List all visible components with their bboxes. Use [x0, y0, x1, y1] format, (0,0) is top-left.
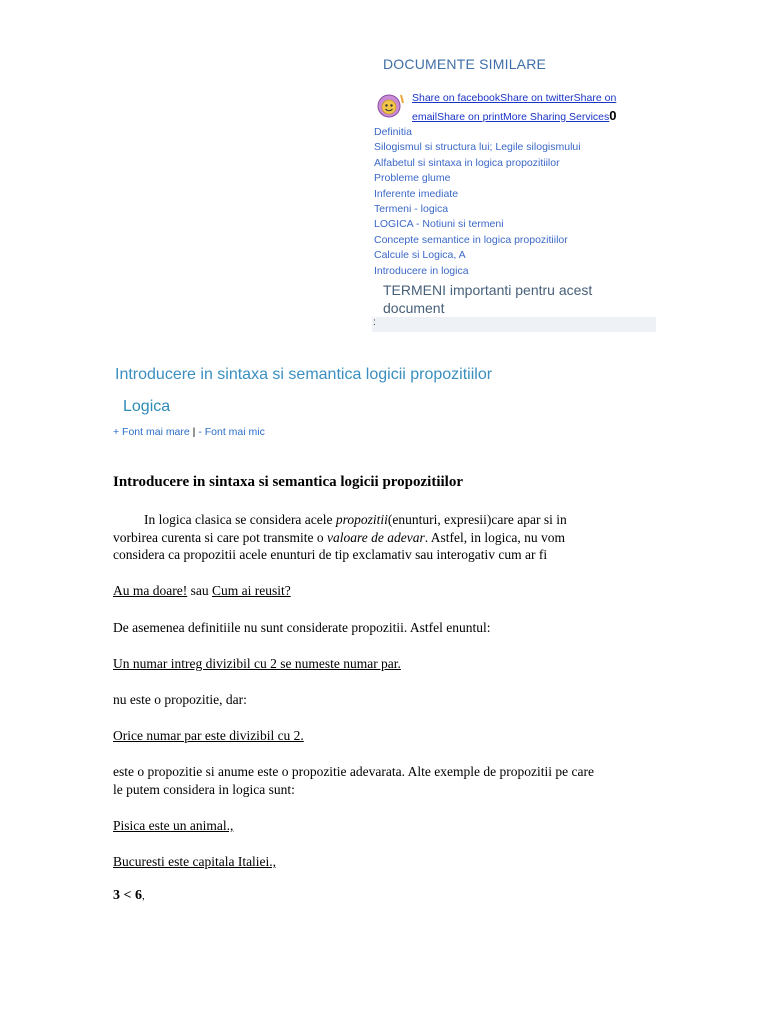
font-bigger-link[interactable]: + Font mai mare: [113, 426, 190, 438]
font-smaller-link[interactable]: - Font mai mic: [198, 426, 265, 438]
related-documents-list: [374, 125, 581, 279]
not-proposition-text: nu este o propozitie, dar:: [113, 692, 247, 707]
example-pisica: Pisica este un animal.,: [113, 818, 234, 833]
font-controls-separator: |: [189, 426, 199, 438]
share-count: 0: [609, 108, 617, 123]
related-link-logica-notiuni[interactable]: LOGICA - Notiuni si termeni: [374, 218, 504, 231]
related-link-alfabetul[interactable]: Alfabetul si sintaxa in logica propozitiilor: [374, 156, 560, 169]
related-link-probleme-glume[interactable]: Probleme glume: [374, 172, 451, 185]
share-icon[interactable]: [375, 92, 407, 118]
intro-line-3: considera ca propozitii acele enunturi de tip exclamativ sau interogativ cum ar fi: [113, 547, 548, 562]
definitions-paragraph: De asemenea definitiile nu sunt considerate propozitii. Astfel enuntul:: [113, 620, 491, 635]
font-size-controls: [113, 426, 265, 438]
similar-documents-title: DOCUMENTE SIMILARE: [383, 56, 547, 72]
proposition-example: Orice numar par este divizibil cu 2.: [113, 728, 304, 743]
intro-paragraph: [113, 511, 567, 564]
category-heading: Logica: [123, 398, 171, 415]
important-terms-bar: [372, 317, 656, 332]
page-heading: Introducere in sintaxa si semantica logicii propozitiilor: [115, 366, 493, 383]
share-links-line-1[interactable]: Share on facebookShare on twitterShare on: [412, 92, 617, 104]
example-interrogative: Cum ai reusit?: [211, 583, 291, 598]
important-terms-title: TERMENI importanti pentru acest document: [383, 282, 593, 316]
important-terms-box: [372, 280, 656, 332]
document-title: Introducere in sintaxa si semantica logicii propozitiilor: [113, 474, 463, 490]
share-links-line-2[interactable]: [412, 108, 617, 123]
related-link-concepte[interactable]: Concepte semantice in logica propozitiilor: [374, 233, 568, 246]
intro-line-1: In logica clasica se considera acele propozitii(enunturi, expresii)care apar si in: [144, 512, 567, 527]
example-inequality: 3 < 6,: [113, 888, 145, 903]
example-bucuresti: Bucuresti este capitala Italiei.,: [113, 854, 277, 869]
example-exclamations: Au ma doare! sau Cum ai reusit?: [113, 583, 291, 598]
related-link-introducere[interactable]: Introducere in logica: [374, 264, 469, 277]
related-link-termeni[interactable]: Termeni - logica: [374, 203, 449, 216]
definition-example: Un numar intreg divizibil cu 2 se numeste numar par.: [113, 656, 401, 671]
share-links-text[interactable]: emailShare on printMore Sharing Services: [412, 111, 610, 123]
emphasis-propozitii: propozitii: [335, 512, 388, 527]
example-exclamative: Au ma doare!: [113, 583, 188, 598]
important-terms-colon: :: [373, 317, 376, 328]
emphasis-valoare: valoare de adevar: [327, 529, 425, 545]
related-link-calcule[interactable]: Calcule si Logica, A: [374, 249, 466, 262]
true-proposition-paragraph: este o propozitie si anume este o propozitie adevarata. Alte exemple de propozitii pe care le putem considera in logica sunt:: [113, 764, 594, 797]
related-link-definitia[interactable]: Definitia: [374, 126, 412, 138]
intro-line-2: vorbirea curenta si care pot transmite o valoare de adevar. Astfel, in logica, nu vom: [113, 529, 565, 545]
related-link-silogismul[interactable]: Silogismul si structura lui; Legile silogismului: [374, 141, 581, 154]
related-link-inferente[interactable]: Inferente imediate: [374, 187, 459, 200]
